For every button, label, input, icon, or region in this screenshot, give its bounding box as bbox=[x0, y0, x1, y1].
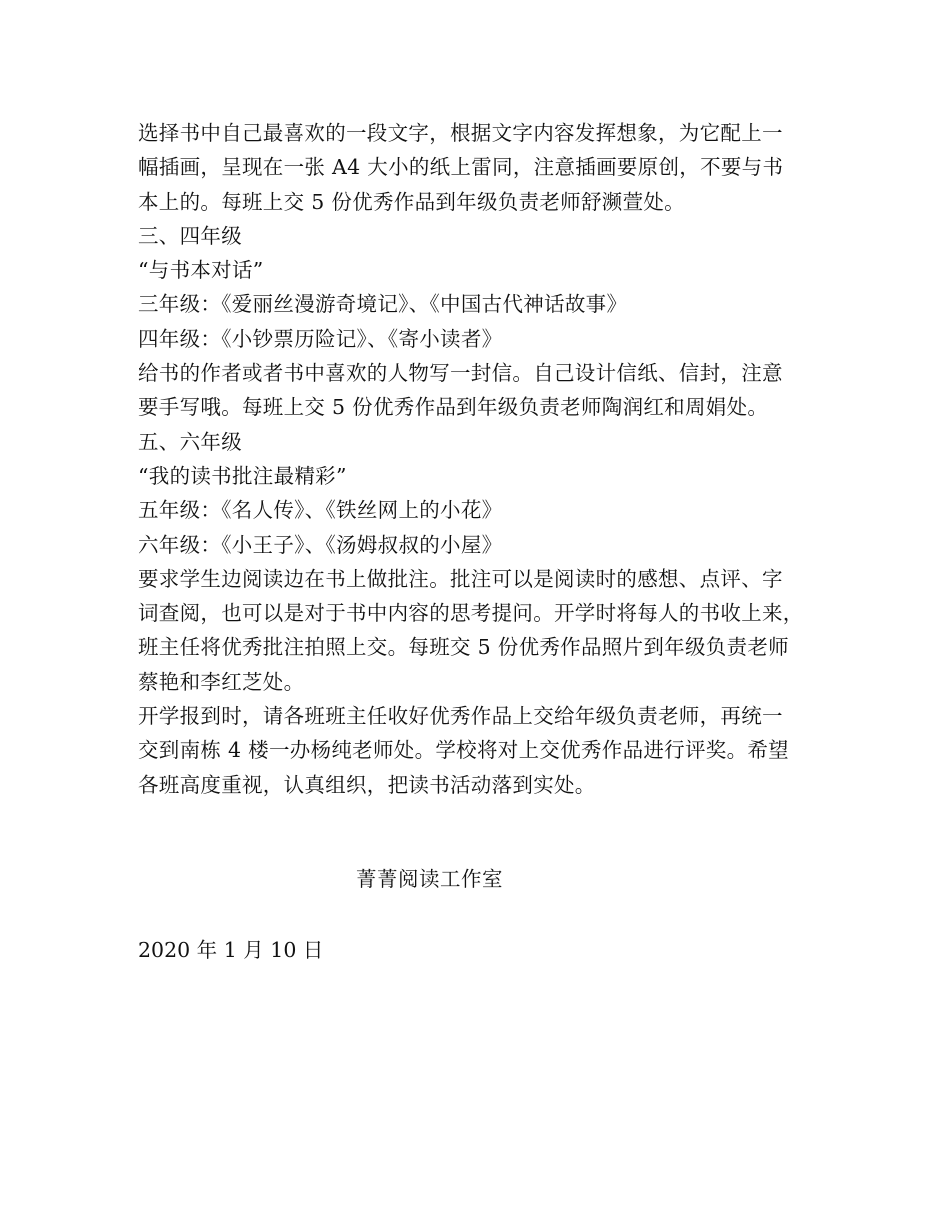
book-list-line: 三年级：《爱丽丝漫游奇境记》、《中国古代神话故事》 bbox=[138, 292, 628, 317]
document-date: 2020 年 1 月 10 日 bbox=[138, 938, 324, 962]
activity-title: “与书本对话” bbox=[138, 258, 264, 283]
section-heading: 五、六年级 bbox=[138, 429, 242, 454]
book-list-line: 六年级：《小王子》、《汤姆叔叔的小屋》 bbox=[138, 532, 503, 557]
paragraph-line: 各班高度重视，认真组织，把读书活动落到实处。 bbox=[138, 772, 596, 797]
paragraph-line: 班主任将优秀批注拍照上交。每班交 5 份优秀作品照片到年级负责老师 bbox=[138, 635, 789, 660]
section-heading: 三、四年级 bbox=[138, 223, 242, 248]
book-list-line: 五年级：《名人传》、《铁丝网上的小花》 bbox=[138, 498, 503, 523]
paragraph-line: 开学报到时，请各班班主任收好优秀作品上交给年级负责老师，再统一 bbox=[138, 704, 783, 729]
paragraph-line: 要手写哦。每班上交 5 份优秀作品到年级负责老师陶润红和周娟处。 bbox=[138, 395, 769, 420]
book-list-line: 四年级：《小钞票历险记》、《寄小读者》 bbox=[138, 326, 503, 351]
paragraph-line: 给书的作者或者书中喜欢的人物写一封信。自己设计信纸、信封，注意 bbox=[138, 361, 783, 386]
signature: 菁菁阅读工作室 bbox=[356, 867, 503, 891]
document-body bbox=[138, 116, 818, 802]
paragraph-line: 交到南栋 4 楼一办杨纯老师处。学校将对上交优秀作品进行评奖。希望 bbox=[138, 738, 789, 763]
paragraph-line: 本上的。每班上交 5 份优秀作品到年级负责老师舒濒萱处。 bbox=[138, 189, 685, 214]
paragraph-line: 要求学生边阅读边在书上做批注。批注可以是阅读时的感想、点评、字 bbox=[138, 566, 783, 591]
activity-title: “我的读书批注最精彩” bbox=[138, 463, 347, 488]
paragraph-line: 蔡艳和李红芝处。 bbox=[138, 669, 305, 694]
paragraph-line: 幅插画，呈现在一张 A4 大小的纸上雷同，注意插画要原创，不要与书 bbox=[138, 155, 784, 180]
paragraph-line: 词查阅，也可以是对于书中内容的思考提问。开学时将每人的书收上来， bbox=[138, 601, 804, 626]
paragraph-line: 选择书中自己最喜欢的一段文字，根据文字内容发挥想象，为它配上一 bbox=[138, 121, 783, 145]
